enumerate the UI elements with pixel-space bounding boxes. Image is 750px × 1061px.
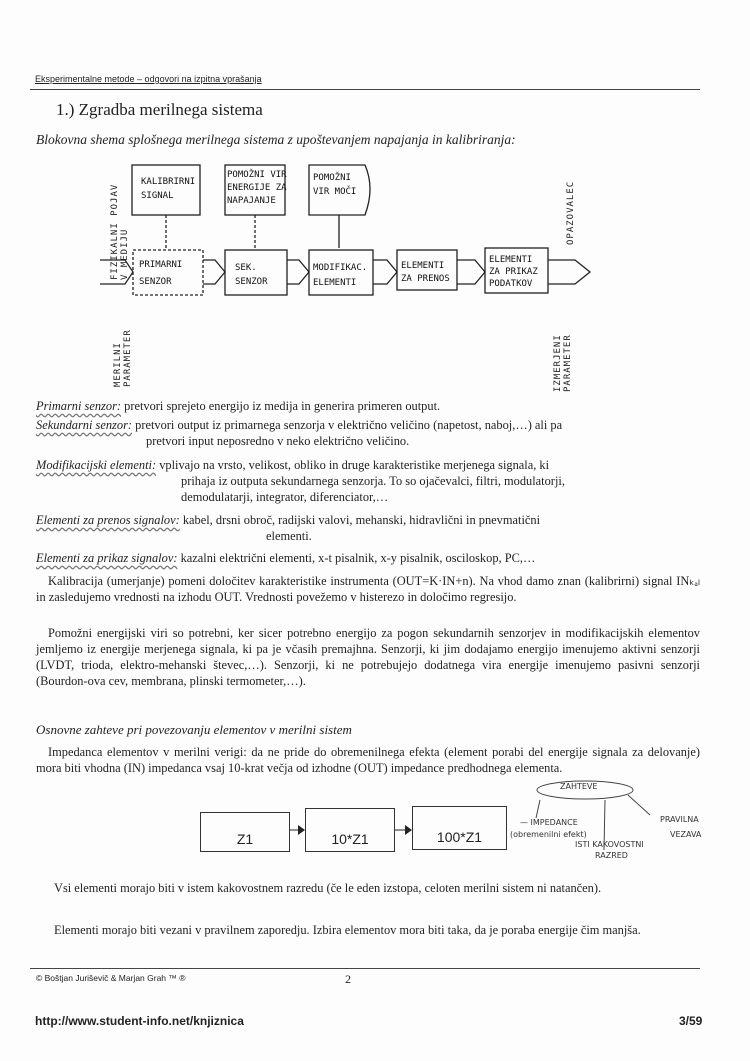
definition-secondary-sensor xyxy=(36,417,716,449)
subheading-requirements: Osnovne zahteve pri povezovanju elementov v merilni sistem xyxy=(36,722,352,737)
definition-text: kazalni električni elementi, x-t pisalnik, x-y pisalnik, osciloskop, PC,… xyxy=(180,551,536,565)
text: ENERGIJE ZA xyxy=(227,183,287,193)
text: NAPAJANJE xyxy=(227,196,276,206)
handwritten-note: RAZRED xyxy=(595,851,628,860)
handwritten-title: ZAHTEVE xyxy=(560,782,598,791)
text: PODATKOV xyxy=(489,279,533,289)
impedance-box-2: 10*Z1 xyxy=(305,808,395,852)
text: VIR MOČI xyxy=(313,187,357,197)
block-primary-sensor xyxy=(133,250,203,295)
definition-text: kabel, drsni obroč, radijski valovi, mehanski, hidravlični in pnevmatični xyxy=(182,513,541,527)
page-number: 2 xyxy=(345,972,351,986)
section-subtitle: Blokovna shema splošnega merilnega sistema z upoštevanjem napajanja in kalibriranja: xyxy=(36,132,516,147)
label-measured-parameter: MERILNI PARAMETER xyxy=(113,329,133,387)
block-calibration-signal xyxy=(132,165,200,215)
handwritten-note: VEZAVA xyxy=(670,830,702,839)
text: ELEMENTI xyxy=(401,261,445,271)
definition-text: demodulatarji, integrator, diferenciator,… xyxy=(181,490,389,504)
copyright: © Boštjan Juriševič & Marjan Grah ™ ® xyxy=(36,973,186,983)
definition-text: prihaja iz outputa sekundarnega senzorja. To so ojačevalci, filtri, modulatorji, xyxy=(181,474,565,488)
text: POMOŽNI VIR xyxy=(227,170,287,180)
text: ELEMENTI xyxy=(489,255,533,265)
text: SEK. xyxy=(235,263,257,273)
label-observer: OPAZOVALEC xyxy=(566,180,576,245)
term: Elementi za prenos signalov: xyxy=(36,513,180,527)
term: Elementi za prikaz signalov: xyxy=(36,551,178,565)
impedance-arrows xyxy=(290,820,415,840)
label-physical-phenomenon: FIZIKALNI POJAV V MEDIJU xyxy=(110,183,130,280)
definition-text: pretvori input neposredno v neko električno veličino. xyxy=(146,434,410,448)
paragraph-quality-class: Vsi elementi morajo biti v istem kakovostnem razredu (če le eden izstopa, celoten merilni sistem ni natančen). xyxy=(54,881,602,895)
term: Modifikacijski elementi: xyxy=(36,458,157,472)
paragraph-ordering: Elementi morajo biti vezani v pravilnem zaporedju. Izbira elementov mora biti taka, da je poraba energije čim manjša. xyxy=(54,923,641,937)
definition-primary-sensor xyxy=(36,398,440,414)
definition-text: pretvori sprejeto energijo iz medija in generira primeren output. xyxy=(124,399,441,413)
text: POMOŽNI xyxy=(313,173,351,183)
footer-rule xyxy=(30,968,700,969)
source-url[interactable]: http://www.student-info.net/knjiznica xyxy=(35,1014,244,1028)
text: ZA PRENOS xyxy=(401,274,450,284)
text: SIGNAL xyxy=(141,191,174,201)
definition-display xyxy=(36,550,535,566)
handwritten-note: — IMPEDANCE xyxy=(520,818,578,827)
impedance-box-1: Z1 xyxy=(200,812,290,852)
paragraph-impedance: Impedanca elementov v merilni verigi: da ne pride do obremenilnega efekta (element porabi del energije signala za delovanje) mora biti vhodna (IN) impedanca vsaj 10-krat večja od izhodne (OUT) impedance predhodnega elementa. xyxy=(36,745,700,775)
definition-text: vplivajo na vrsto, velikost, obliko in druge karakteristike merjenega signala, ki xyxy=(159,458,550,472)
paragraph-aux-energy: Pomožni energijski viri so potrebni, ker sicer potrebno energijo za pogon sekundarnih senzorjev in modifikacijskih elementov jemljemo iz energije merjenega signala, ki pa je včasih premajhna. Senzorji, ki jim dodajamo energijo imenujemo aktivni senzorji (LVDT, trioda, elektro-mehanski števec,…). Senzorji, ki ne potrebujejo dodatnega vira energije imenujemo pasivni senzorji (Bourdon-ova cev, membrana, plinski termometer,…). xyxy=(36,626,700,688)
text: KALIBRIRNI xyxy=(141,177,196,187)
section-title: 1.) Zgradba merilnega sistema xyxy=(56,100,263,119)
text: PRIMARNI xyxy=(139,260,183,270)
label-output-parameter: IZMERJENI PARAMETER xyxy=(553,334,573,392)
definition-transmission xyxy=(36,512,716,544)
handwritten-note: (obremenilni efekt) xyxy=(510,830,587,839)
definition-text: pretvori output iz primarnega senzorja v električno veličino (napetost, naboj,…) ali pa xyxy=(135,418,563,432)
text: SENZOR xyxy=(235,277,268,287)
text: ELEMENTI xyxy=(313,278,357,288)
handwritten-note: PRAVILNA xyxy=(660,815,699,824)
paragraph-calibration: Kalibracija (umerjanje) pomeni določitev karakteristike instrumenta (OUT=K·IN+n). Na vhod damo znan (kalibrirni) signal INₖₐₗ in zasledujemo vrednosti na izhodu OUT. Vrednosti povežemo v histerezo in določimo regresijo. xyxy=(36,574,700,604)
definition-text: elementi. xyxy=(266,529,312,543)
impedance-box-3: 100*Z1 xyxy=(412,806,507,850)
term: Sekundarni senzor: xyxy=(36,418,133,432)
handwritten-note: ISTI KAKOVOSTNI xyxy=(575,840,644,849)
text: MODIFIKAC. xyxy=(313,263,368,273)
term: Primarni senzor: xyxy=(36,399,122,413)
text: SENZOR xyxy=(139,277,172,287)
block-diagram xyxy=(95,160,605,305)
running-header: Eksperimentalne metode – odgovori na izpitna vprašanja xyxy=(35,74,262,84)
header-rule xyxy=(30,89,700,90)
definition-modifying-elements xyxy=(36,457,716,505)
page-count: 3/59 xyxy=(679,1014,703,1028)
text: ZA PRIKAZ xyxy=(489,267,538,277)
